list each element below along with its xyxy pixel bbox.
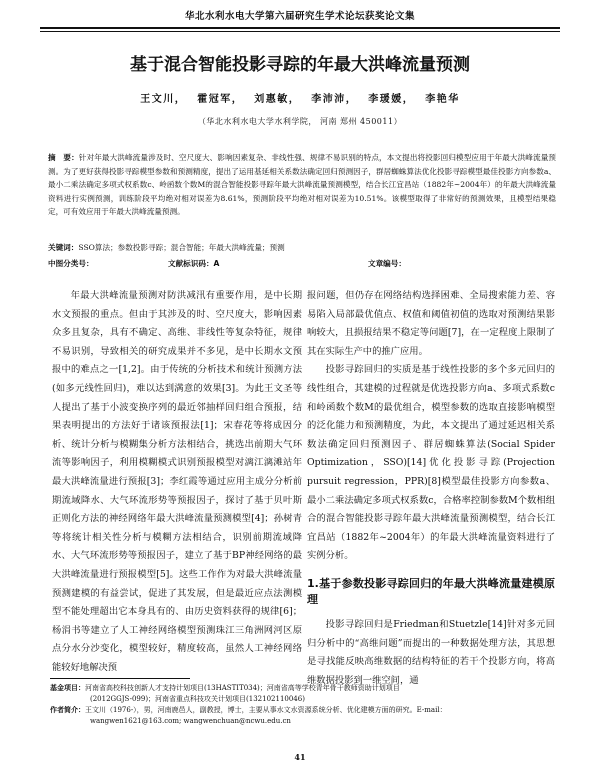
keywords-label: 关键词：	[48, 243, 79, 252]
page-number: 41	[294, 752, 306, 762]
affiliation: （华北水利水电大学水利学院， 河南 郑州 450011）	[197, 117, 403, 126]
abstract-label: 摘 要：	[48, 153, 79, 162]
author-list: 王文川， 霍冠军， 刘惠敏， 李沛沛， 李瑗媛， 李艳华	[140, 94, 460, 105]
author-bio-text: 王文川（1976-），男，河南鹿邑人，副教授，博士，主要从事水文水资源系统分析、优化建模方面的研究。E-mail：	[85, 706, 447, 714]
body-paragraph: 投影寻踪回归是Friedman和Stuetzle[14]针对多元回归分析中的“高维问题”而提出的一种数据处理方法，其思想是寻找能反映高维数据的结构特征的若干个投影方向，将高维数据投影到一维空间，通	[307, 618, 555, 686]
footnote-rule	[50, 678, 190, 679]
paper-title: 基于混合智能投影寻踪的年最大洪峰流量预测	[130, 55, 470, 75]
keywords	[48, 242, 556, 253]
fund-label: 基金项目：	[50, 684, 85, 692]
header-rule	[40, 27, 560, 29]
right-column	[307, 287, 555, 690]
abstract-text: 针对年最大洪峰流量涉及时、空尺度大、影响因素复杂、非线性强、规律不易识别的特点，本文提出将投影回归模型应用于年最大洪峰流量预测。为了更好获得投影寻踪模型参数和预测精度，提出了运用基延相关系数法确定回归预测因子，群居蜘蛛算法优化投影寻踪模型最佳投影方向参数a、最小二乘法确定多项式权系数c、岭函数个数M的混合智能投影寻踪年最大洪峰流量预测模型，结合长江宜昌站（1882年~2004年）的年最大洪峰流量资料进行实例预测，训练阶段平均绝对相对误差为8.61%，预测阶段平均绝对相对误差为10.51%。该模型取得了非常好的预测效果，且模型结果稳定，可有效应用于年最大洪峰流量预测。	[48, 153, 556, 216]
header-rule-thin	[40, 31, 560, 32]
section-heading: 1.基于参数投影寻踪回归的年最大洪峰流量建模原理	[307, 576, 555, 606]
body-paragraph: 年最大洪峰流量预测对防洪减汛有重要作用，是中长期水文预报的重点。但由于其涉及的时、空尺度大，影响因素众多且复杂，具有不确定、高维、非线性等复杂特征，规律不易识别，导致相关的研究成果并不多见，是中长期水文预报中的难点之一[1,2]。由于传统的分析技术和统计预测方法(如多元线性回归)，难以达到满意的效果[3]。为此王文圣等人提出了基于小波变换序列的最近邻抽样回归组合预报，结果表明提出的方法好于诸该预报法[1]；宋春花等将成因分析、统计分析与模糊集分析方法相结合，挑选出前期大气环流等影响因子，利用模糊模式识别预报模型对漓江漓滩站年最大洪峰流量进行预报[3]；李红霞等通过应用主成分分析前期流域降水、大气环流形势等预报因子，探讨了基于贝叶斯正则化方法的神经网络年最大洪峰流量预测模型[4]；孙树青等将统计相关性分析与模糊方法相结合，识别前期流域降水、大气环流形势等预报因子，建立了基于BP神经网络的最大洪峰流量进行预报模型[5]。这些工作作为对最大洪峰流量预测建模的有益尝试，促进了其发展，但是最近应点法测模型不能处理超出它本身具有的、由历史资料获得的规律[6]；杨涓书等建立了人工神经网络模型预测珠江三角洲网河区原点分水分沙变化，模型较好，精度较高，虽然人工神经网络能较好地解决预	[52, 290, 302, 673]
clc-number: 中图分类号：	[48, 259, 94, 268]
article-number: 文章编号：	[368, 259, 406, 268]
fund-text-cont: (2012GGJS-099)；河南省重点科技攻关计划项目(132102110046)	[90, 695, 305, 703]
author-bio-label: 作者简介：	[50, 706, 85, 714]
body-paragraph: 投影寻踪回归的实质是基于线性投影的多个多元回归的线性组合，其建模的过程就是优选投影方向a、多项式系数c和岭函数个数M的最优组合，模型参数的选取直接影响模型的泛化能力和预测精度，为此，本文提出了通过延迟相关系数法确定回归预测因子、群居蜘蛛算法(Social Spider Optimization，SSO)[14]优化投影寻踪(Projection pursuit regression，PPR)[8]模型最佳投影方向参数a、最小二乘法确定多项式权系数c，合格率控制参数M个数相组合的混合智能投影寻踪年最大洪峰流量预测模型，结合长江宜昌站（1882年~2004年）的年最大洪峰流量资料进行了实例分析。	[307, 364, 555, 562]
fund-text: 河南省高校科技创新人才支持计划项目(13HASTIT034)；河南省高等学校青年骨干教师资助计划项目	[85, 684, 400, 692]
body-paragraph: 报问题，但仍存在网络结构选择困难、全局搜索能力差、容易陷入局部最优值点、权值和阈值初值的选取对预测结果影响较大，且损报结果不稳定等问题[7]，在一定程度上限制了其在实际生产中的推广应用。	[307, 290, 555, 357]
running-header: 华北水利水电大学第六届研究生学术论坛获奖论文集	[184, 11, 415, 22]
footnotes	[50, 683, 558, 727]
document-code: 文献标识码：A	[168, 259, 220, 268]
keywords-text: SSO算法；参数投影寻踪；混合智能；年最大洪峰流量；预测	[78, 243, 285, 252]
abstract	[48, 151, 556, 219]
left-column	[52, 287, 302, 677]
author-email: wangwen1621@163.com; wangwenchuan@ncwu.edu.cn	[90, 717, 291, 725]
